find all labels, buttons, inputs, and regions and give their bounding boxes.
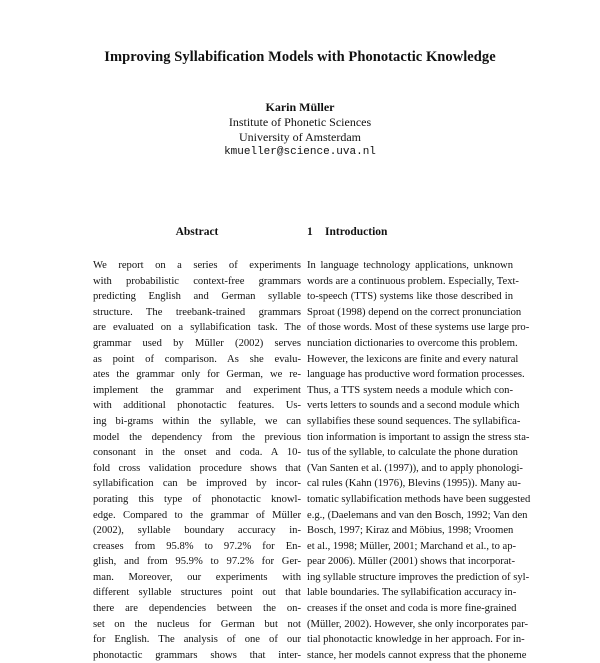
abstract-line: with additional phonotactic features. Us- bbox=[93, 400, 301, 412]
introduction-line: In language technology applications, unknown bbox=[307, 260, 513, 271]
introduction-line: verts letters to sounds and a second module which bbox=[307, 400, 520, 412]
abstract-line: fold cross validation procedure shows that bbox=[93, 462, 301, 474]
abstract-line: set on the nucleus for German but not bbox=[93, 618, 301, 630]
abstract-line: syllabification can be improved by incor- bbox=[93, 478, 301, 490]
author-block bbox=[0, 100, 600, 160]
abstract-line: structure. The treebank-trained grammars bbox=[93, 306, 301, 318]
introduction-line: Bosch, 1997; Kiraz and Möbius, 1998; Vroomen bbox=[307, 525, 514, 537]
introduction-line: stance, her models cannot express that the phoneme bbox=[307, 649, 527, 661]
abstract-line: edge. Compared to the grammar of Müller bbox=[93, 509, 301, 521]
introduction-line: Sproat (1998) depend on the correct pronunciation bbox=[307, 306, 522, 318]
author-affiliation-university: University of Amsterdam bbox=[239, 130, 361, 144]
introduction-line: e.g., (Daelemans and van den Bosch, 1992; Van den bbox=[307, 509, 528, 521]
abstract-line: predicting English and German syllable bbox=[93, 291, 301, 303]
introduction-line: tial phonotactic knowledge in her approach. For in- bbox=[307, 634, 525, 646]
abstract-line: (2002), syllable boundary accuracy in- bbox=[93, 525, 301, 537]
abstract-line: We report on a series of experiments bbox=[93, 260, 301, 271]
abstract-line: model the dependency from the previous bbox=[93, 431, 301, 443]
author-name: Karin Müller bbox=[265, 100, 335, 114]
introduction-line: words are a continuous problem. Especially, Text- bbox=[307, 275, 519, 287]
introduction-line: nunciation dictionaries to overcome this problem. bbox=[307, 337, 518, 349]
introduction-line: ing syllable structure improves the prediction of syl- bbox=[307, 571, 530, 583]
introduction-body bbox=[307, 258, 531, 663]
abstract-line: as point of comparison. As she evalu- bbox=[93, 353, 301, 365]
introduction-line: pear 2006). Müller (2001) shows that incorporat- bbox=[307, 556, 515, 568]
abstract-line: glish, and from 95.9% to 97.2% for Ger- bbox=[93, 556, 301, 568]
introduction-line: tomatic syllabification methods have been suggested bbox=[307, 493, 531, 505]
introduction-line: Thus, a TTS system needs a module which con- bbox=[307, 384, 513, 396]
introduction-line: cal rules (Kahn (1976), Blevins (1995)). Many au- bbox=[307, 478, 521, 490]
abstract-line: different syllable structures point out that bbox=[93, 587, 301, 599]
introduction-line: tus of the syllable, to calculate the phone duration bbox=[307, 447, 518, 459]
introduction-line: language has productive word formation processes. bbox=[307, 369, 525, 381]
introduction-line: (Müller, 2002). However, she only incorporates par- bbox=[307, 618, 529, 630]
abstract-line: are evaluated on a syllabification task. The bbox=[93, 322, 301, 334]
abstract-body bbox=[93, 258, 301, 663]
abstract-line: consonant in the onset and coda. A 10- bbox=[93, 447, 301, 459]
abstract-line: for English. The analysis of one of our bbox=[93, 634, 301, 646]
introduction-heading bbox=[307, 225, 513, 239]
section-title: Introduction bbox=[325, 226, 388, 238]
abstract-line: phonotactic grammars shows that inter- bbox=[93, 649, 301, 661]
introduction-line: lable boundaries. The syllabification accuracy in- bbox=[307, 587, 517, 599]
abstract-heading: Abstract bbox=[175, 226, 219, 238]
abstract-line: with probabilistic context-free grammars bbox=[93, 275, 301, 287]
abstract-line: porating this type of phonotactic knowl- bbox=[93, 493, 301, 505]
introduction-line: of those words. Most of these systems use large pro- bbox=[307, 322, 530, 334]
introduction-line: tion information is important to assign the stress sta- bbox=[307, 431, 530, 443]
paper-title: Improving Syllabification Models with Phonotactic Knowledge bbox=[104, 49, 496, 65]
section-number: 1 bbox=[307, 226, 313, 238]
abstract-line: grammar used by Müller (2002) serves bbox=[93, 337, 301, 349]
author-affiliation-institute: Institute of Phonetic Sciences bbox=[228, 115, 372, 129]
author-email: kmueller@science.uva.nl bbox=[224, 146, 376, 158]
abstract-line: there are dependencies between the on- bbox=[93, 603, 301, 615]
introduction-line: et al., 1998; Müller, 2001; Marchand et al., to ap- bbox=[307, 540, 517, 552]
introduction-line: syllabifies these sound sequences. The syllabifica- bbox=[307, 415, 521, 427]
abstract-line: creases from 95.8% to 97.2% for En- bbox=[93, 540, 301, 552]
abstract-line: implement the grammar and experiment bbox=[93, 384, 301, 396]
abstract-line: ates the grammar only for German, we re- bbox=[93, 369, 301, 381]
abstract-line: man. Moreover, our experiments with bbox=[93, 571, 301, 583]
introduction-line: creases if the onset and coda is more fine-grained bbox=[307, 603, 517, 615]
introduction-line: However, the lexicons are finite and every natural bbox=[307, 353, 519, 365]
introduction-line: (Van Santen et al. (1997)), and to apply phonologi- bbox=[307, 462, 523, 474]
introduction-line: to-speech (TTS) systems like those described in bbox=[307, 291, 513, 303]
abstract-line: ing bi-grams within the syllable, we can bbox=[93, 415, 301, 427]
